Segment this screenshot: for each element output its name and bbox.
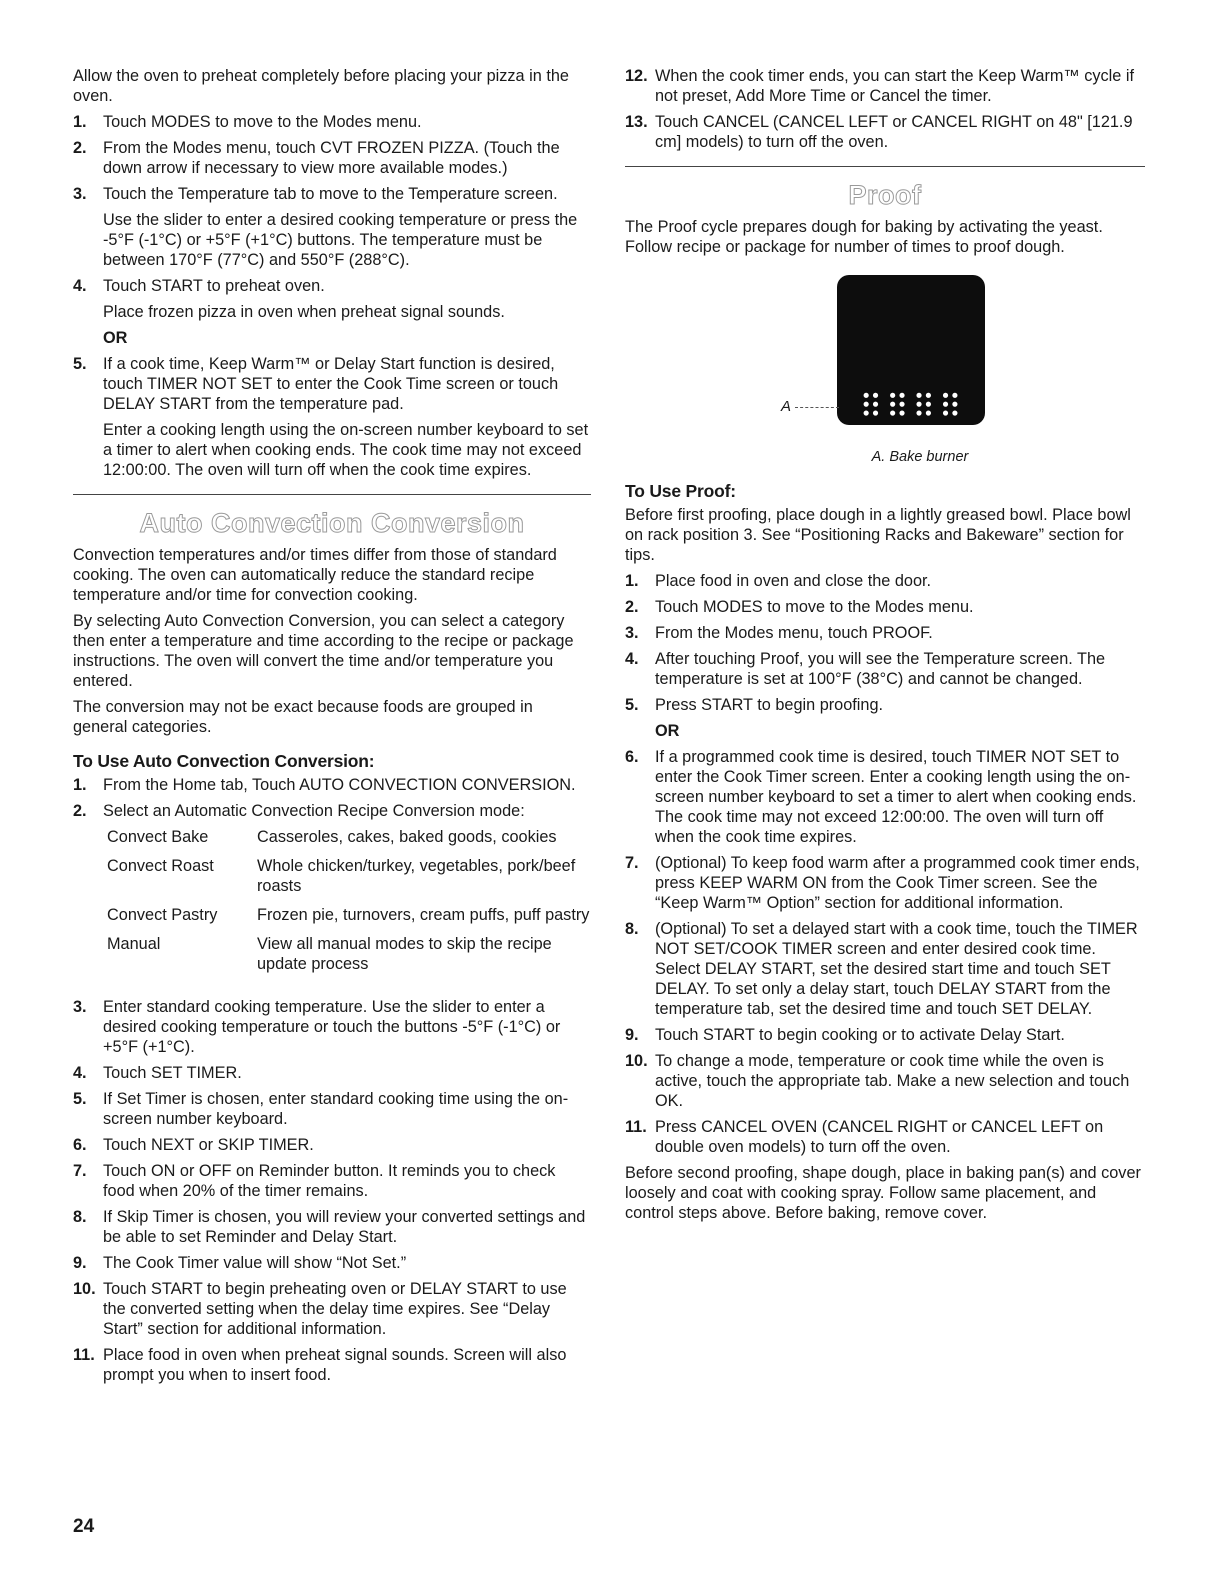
list-item: 9. The Cook Timer value will show “Not Set.” (73, 1254, 407, 1272)
list-item: 3. From the Modes menu, touch PROOF. (625, 624, 933, 642)
list-item: 5. If Set Timer is chosen, enter standard cooking time using the on-screen number keyboard. (73, 1090, 569, 1128)
list-item: 6. If a programmed cook time is desired, touch TIMER NOT SET to enter the Cook Timer screen. Enter a cooking length using the on-screen number keyboard to set a timer to alert when cooking ends. The cook time may not exceed 12:00:00. The oven will turn off when the cook time expires. (625, 748, 1137, 846)
auto-convection-steps (73, 775, 591, 821)
or-label: OR (103, 329, 128, 347)
section-title-auto-convection: Auto Convection Conversion (139, 508, 525, 538)
list-item: 8. If Skip Timer is chosen, you will review your converted settings and be able to set Reminder and Delay Start. (73, 1208, 586, 1246)
proof-intro: The Proof cycle prepares dough for baking by activating the yeast. Follow recipe or package for number of times to proof dough. (625, 218, 1103, 256)
mode-name: Convect Pastry (107, 906, 218, 924)
table-row (107, 856, 591, 905)
list-item: 1. Place food in oven and close the door. (625, 572, 932, 590)
left-column (73, 66, 591, 1391)
list-item: 3. Enter standard cooking temperature. Use the slider to enter a desired cooking temperature or touch the buttons -5°F (-1°C) or +5°F (+1°C). (73, 998, 561, 1056)
section-divider (73, 494, 591, 495)
list-item: 2. From the Modes menu, touch CVT FROZEN PIZZA. (Touch the down arrow if necessary to view more available modes.) (73, 139, 560, 177)
proof-steps (625, 571, 1145, 715)
callout-leader-line (795, 407, 839, 408)
burner-flame-icon: ⠿⠿⠿⠿ (859, 388, 965, 426)
list-item: 6. Touch NEXT or SKIP TIMER. (73, 1136, 314, 1154)
list-item: 8. (Optional) To set a delayed start with a cook time, touch the TIMER NOT SET/COOK TIMER screen and enter desired cook time. Select DELAY START, set the desired start time and touch SET DELAY. To set only a delay start, touch DELAY START from the temperature tab, set the desired time and touch SET DELAY. (625, 920, 1138, 1018)
table-row (107, 905, 591, 934)
list-item: 7. Touch ON or OFF on Reminder button. It reminds you to check food when 20% of the timer remains. (73, 1162, 556, 1200)
list-item: 2. Select an Automatic Convection Recipe Conversion mode: (73, 802, 525, 820)
list-item: 3. Touch the Temperature tab to move to the Temperature screen. Use the slider to enter a desired cooking temperature or press the -5°F (-1°C) or +5°F (+1°C) buttons. The temperature must be between 170°F (77°C) and 550°F (288°C). (73, 185, 578, 269)
list-item: 11. Place food in oven when preheat signal sounds. Screen will also prompt you when to insert food. (73, 1346, 567, 1384)
list-item: 5. Press START to begin proofing. (625, 696, 884, 714)
proof-lead: Before first proofing, place dough in a lightly greased bowl. Place bowl on rack position 3. See “Positioning Racks and Bakeware” section for tips. (625, 506, 1131, 564)
list-item: 13. Touch CANCEL (CANCEL LEFT or CANCEL RIGHT on 48" [121.9 cm] models) to turn off the oven. (625, 113, 1133, 151)
list-item: 12. When the cook timer ends, you can start the Keep Warm™ cycle if not preset, Add More Time or Cancel the timer. (625, 67, 1134, 105)
bake-burner-figure (625, 269, 1145, 447)
or-label: OR (655, 722, 680, 740)
proof-outro: Before second proofing, shape dough, place in baking pan(s) and cover loosely and coat with cooking spray. Follow same placement, and control steps above. Before baking, remove cover. (625, 1164, 1141, 1222)
proof-steps-continued (625, 747, 1145, 1157)
subheading-proof: To Use Proof: (625, 481, 736, 501)
section-title-proof: Proof (848, 180, 922, 210)
subheading-auto-convection: To Use Auto Convection Conversion: (73, 751, 375, 771)
auto-convection-steps-end (625, 66, 1145, 152)
figure-caption: A. Bake burner (871, 449, 969, 465)
bake-burner-illustration (837, 275, 985, 425)
pizza-intro: Allow the oven to preheat completely before placing your pizza in the oven. (73, 67, 569, 105)
right-column (625, 66, 1145, 1229)
mode-description: View all manual modes to skip the recipe update process (257, 935, 552, 973)
list-item: 1. From the Home tab, Touch AUTO CONVECTION CONVERSION. (73, 776, 576, 794)
list-item: 10. Touch START to begin preheating oven or DELAY START to use the converted setting when the delay time expires. See “Delay Start” section for additional information. (73, 1280, 567, 1338)
list-item: 5. If a cook time, Keep Warm™ or Delay Start function is desired, touch TIMER NOT SET to enter the Cook Time screen or touch DELAY START from the temperature pad. Enter a cooking length using the on-screen number keyboard to set a timer to alert when cooking ends. The cook time may not exceed 12:00:00. The oven will turn off when the cook time expires. (73, 355, 589, 479)
list-item: 1. Touch MODES to move to the Modes menu. (73, 113, 422, 131)
list-item: 9. Touch START to begin cooking or to activate Delay Start. (625, 1026, 1065, 1044)
mode-description: Casseroles, cakes, baked goods, cookies (257, 828, 557, 846)
figure-callout-label: A (781, 398, 792, 415)
paragraph: By selecting Auto Convection Conversion, you can select a category then enter a temperature and time according to the recipe or package instructions. The oven will convert the time and/or temperature you entered. (73, 612, 574, 690)
conversion-modes-table (107, 827, 591, 983)
page-number: 24 (73, 1516, 95, 1537)
mode-description: Whole chicken/turkey, vegetables, pork/beef roasts (257, 857, 576, 895)
list-item: 4. After touching Proof, you will see the Temperature screen. The temperature is set at 100°F (38°C) and cannot be changed. (625, 650, 1106, 688)
list-item: 11. Press CANCEL OVEN (CANCEL RIGHT or CANCEL LEFT on double oven models) to turn off the oven. (625, 1118, 1104, 1156)
auto-convection-steps-continued (73, 997, 591, 1385)
list-item: 2. Touch MODES to move to the Modes menu. (625, 598, 974, 616)
mode-description: Frozen pie, turnovers, cream puffs, puff pastry (257, 906, 590, 924)
pizza-steps (73, 112, 591, 322)
table-row (107, 934, 591, 983)
list-item: 4. Touch START to preheat oven. Place frozen pizza in oven when preheat signal sounds. (73, 277, 505, 321)
list-item: 4. Touch SET TIMER. (73, 1064, 242, 1082)
mode-name: Manual (107, 935, 161, 953)
mode-name: Convect Roast (107, 857, 214, 875)
mode-name: Convect Bake (107, 828, 209, 846)
table-row (107, 827, 591, 856)
section-divider (625, 166, 1145, 167)
paragraph: Convection temperatures and/or times differ from those of standard cooking. The oven can automatically reduce the standard recipe temperature and/or time for convection cooking. (73, 546, 557, 604)
paragraph: The conversion may not be exact because foods are grouped in general categories. (73, 698, 533, 736)
list-item: 10. To change a mode, temperature or cook time while the oven is active, touch the appropriate tab. Make a new selection and touch OK. (625, 1052, 1130, 1110)
list-item: 7. (Optional) To keep food warm after a programmed cook timer ends, press KEEP WARM ON from the Cook Timer screen. See the “Keep Warm™ Option” section for additional information. (625, 854, 1140, 912)
